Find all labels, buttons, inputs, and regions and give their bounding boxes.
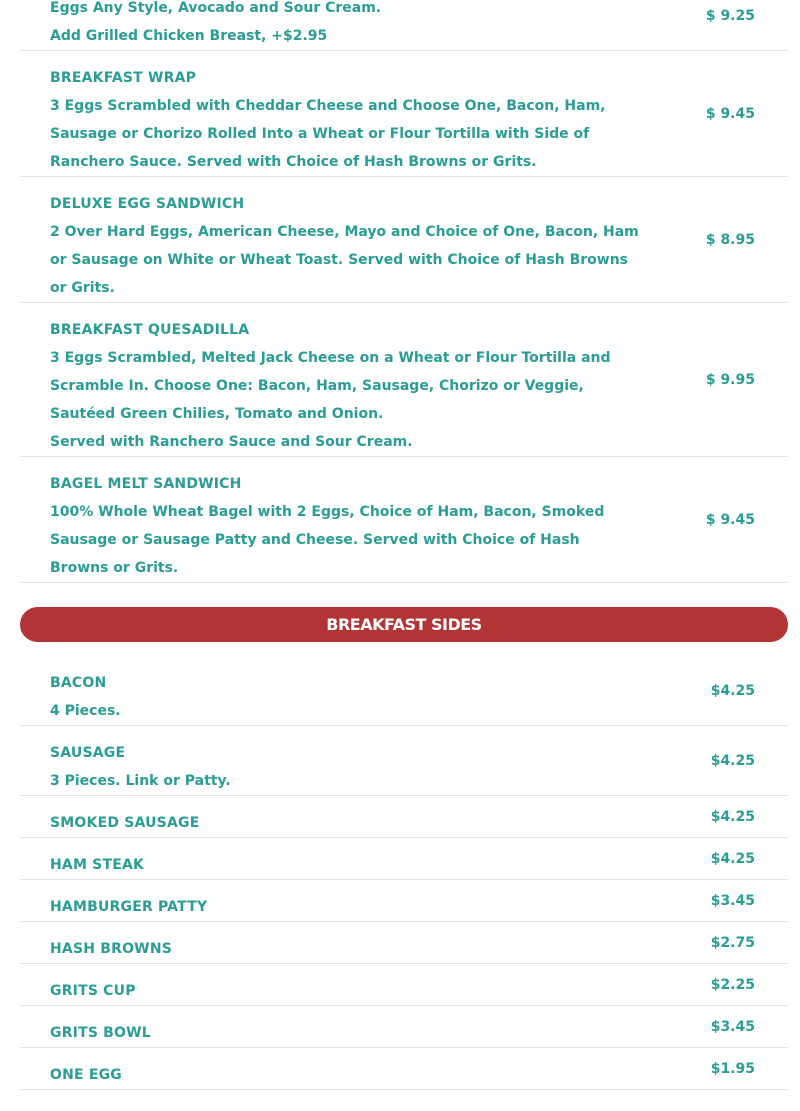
item-text (50, 0, 640, 50)
item-description: 3 Pieces. Link or Patty. (50, 773, 231, 789)
item-name: HAM STEAK (50, 857, 145, 873)
item-description: 4 Pieces. (50, 703, 121, 719)
section-banner-breakfast-sides (20, 607, 788, 642)
item-text (50, 893, 610, 921)
side-menu-item (20, 1006, 788, 1048)
item-price: $2.25 (710, 976, 755, 993)
item-text (50, 739, 610, 795)
item-text (50, 64, 640, 176)
item-text (50, 809, 610, 837)
item-name: BACON (50, 675, 107, 691)
menu-item (20, 51, 788, 177)
item-description: Served with Ranchero Sauce and Sour Cream. (50, 434, 413, 450)
item-text (50, 851, 610, 879)
item-price: $ 9.25 (705, 7, 755, 24)
item-price: $4.25 (710, 752, 755, 769)
item-price: $1.95 (710, 1060, 755, 1077)
item-description: 2 Over Hard Eggs, American Cheese, Mayo and Choice of One, Bacon, Ham or Sausage on White or Wheat Toast. Served with Choice of Hash Browns or Grits. (50, 224, 639, 296)
item-price: $2.75 (710, 934, 755, 951)
side-menu-item (20, 922, 788, 964)
item-name: BREAKFAST QUESADILLA (50, 322, 250, 338)
item-text (50, 190, 640, 302)
item-description: Eggs Any Style, Avocado and Sour Cream. (50, 0, 382, 16)
menu-item (20, 457, 788, 583)
item-name: BREAKFAST WRAP (50, 70, 197, 86)
item-text (50, 1019, 610, 1047)
side-menu-item (20, 838, 788, 880)
item-name: GRITS CUP (50, 983, 136, 999)
side-menu-item (20, 796, 788, 838)
side-menu-item (20, 880, 788, 922)
item-name: SAUSAGE (50, 745, 126, 761)
item-name: HASH BROWNS (50, 941, 173, 957)
item-name: HAMBURGER PATTY (50, 899, 208, 915)
menu-list (20, 0, 788, 1090)
item-name: ONE EGG (50, 1067, 123, 1083)
side-menu-item (20, 964, 788, 1006)
item-text (50, 977, 610, 1005)
item-description: 100% Whole Wheat Bagel with 2 Eggs, Choice of Ham, Bacon, Smoked Sausage or Sausage Patty and Cheese. Served with Choice of Hash Browns or Grits. (50, 504, 605, 576)
item-text (50, 669, 610, 725)
item-text (50, 470, 640, 582)
item-price: $3.45 (710, 892, 755, 909)
item-description: 3 Eggs Scrambled, Melted Jack Cheese on a Wheat or Flour Tortilla and Scramble In. Choose One: Bacon, Ham, Sausage, Chorizo or Veggie, Sautéed Green Chilies, Tomato and Onion. (50, 350, 611, 422)
side-menu-item (20, 656, 788, 726)
item-name: DELUXE EGG SANDWICH (50, 196, 245, 212)
item-price: $ 8.95 (705, 231, 755, 248)
item-name: BAGEL MELT SANDWICH (50, 476, 242, 492)
menu-item (20, 0, 788, 51)
item-name: SMOKED SAUSAGE (50, 815, 200, 831)
section-title: BREAKFAST SIDES (326, 615, 482, 634)
item-text (50, 316, 640, 456)
menu-item (20, 177, 788, 303)
item-text (50, 935, 610, 963)
side-menu-item (20, 1048, 788, 1090)
item-price: $ 9.95 (705, 371, 755, 388)
item-price: $4.25 (710, 682, 755, 699)
item-text (50, 1061, 610, 1089)
menu-item (20, 303, 788, 457)
item-description: 3 Eggs Scrambled with Cheddar Cheese and Choose One, Bacon, Ham, Sausage or Chorizo Rolled Into a Wheat or Flour Tortilla with Side of Ranchero Sauce. Served with Choice of Hash Browns or Grits. (50, 98, 606, 170)
sides-items (20, 656, 788, 1090)
item-price: $3.45 (710, 1018, 755, 1035)
item-price: $ 9.45 (705, 105, 755, 122)
item-price: $ 9.45 (705, 511, 755, 528)
side-menu-item (20, 726, 788, 796)
item-description: Add Grilled Chicken Breast, +$2.95 (50, 28, 328, 44)
breakfast-items (20, 0, 788, 583)
item-price: $4.25 (710, 808, 755, 825)
item-name: GRITS BOWL (50, 1025, 151, 1041)
item-price: $4.25 (710, 850, 755, 867)
